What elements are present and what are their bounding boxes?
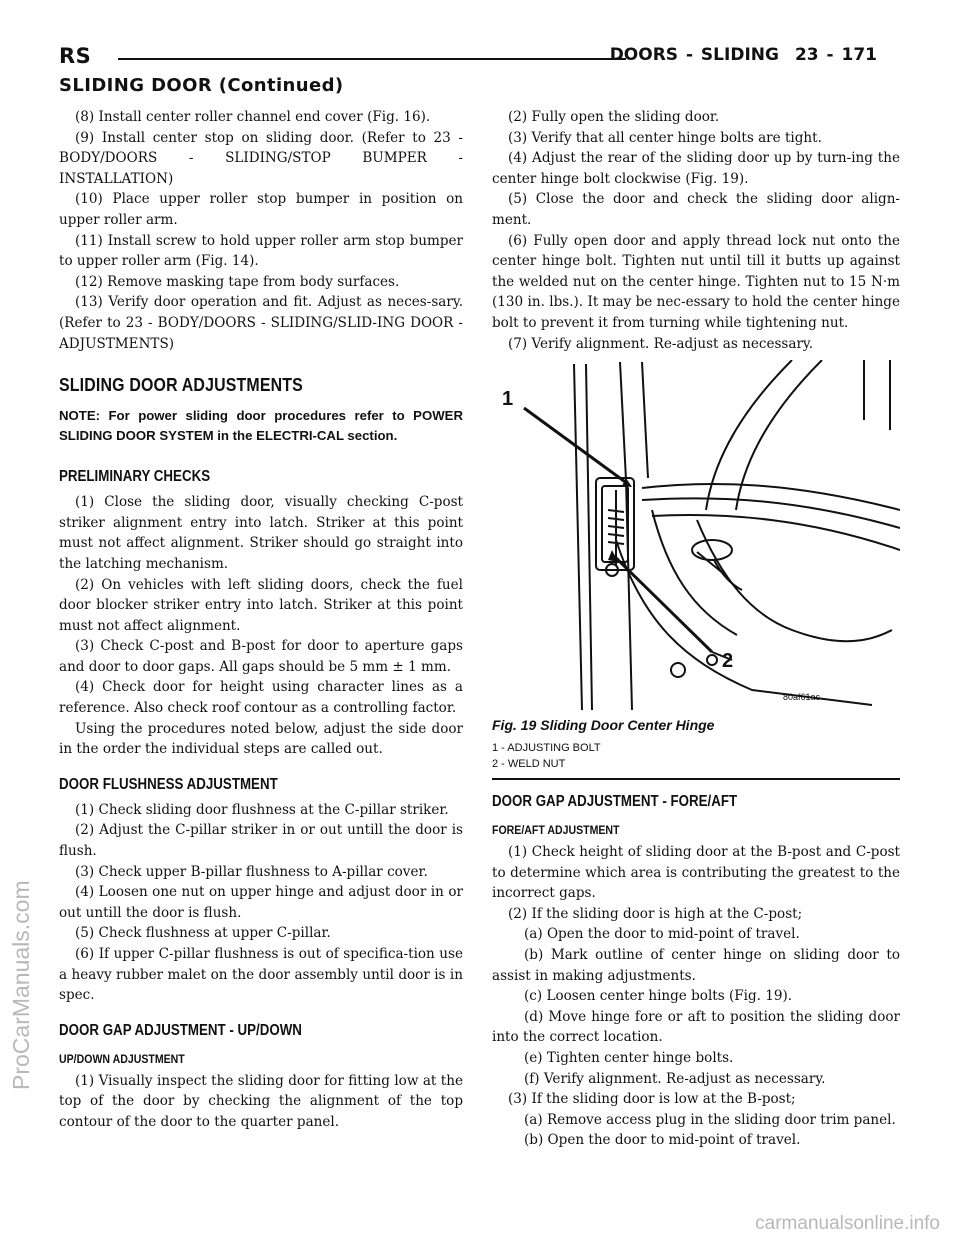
foreaft-subheading: FORE/AFT ADJUSTMENT	[492, 823, 620, 837]
step-paragraph: (2) Fully open the sliding door.	[508, 109, 720, 125]
step-paragraph: Using the procedures noted below, adjust the side door in the order the individual steps are called out.	[59, 720, 463, 758]
header-rule	[118, 58, 626, 60]
updown-subheading: UP/DOWN ADJUSTMENT	[59, 1051, 185, 1066]
step-paragraph: (2) On vehicles with left sliding doors, check the fuel door blocker striker entry into latch. Striker at this point must not affect alignment.	[59, 576, 463, 634]
left-column	[59, 107, 463, 1133]
callout-1: 1	[502, 388, 514, 410]
preliminary-heading: PRELIMINARY CHECKS	[59, 468, 211, 486]
section-code: RS	[59, 44, 92, 68]
step-paragraph: (9) Install center stop on sliding door. (Refer to 23 - BODY/DOORS - SLIDING/STOP BUMPER - INSTALLATION)	[59, 129, 463, 187]
step-paragraph: (6) Fully open door and apply thread lock nut onto the center hinge bolt. Tighten nut until till it butts up against the welded nut on the center hinge. Tighten nut to 15 N·m (130 in. lbs.). It may be nec-essary to hold the center hinge bolt to prevent it from turning while tightening nut.	[492, 232, 900, 331]
note-paragraph: NOTE: For power sliding door procedures refer to POWER SLIDING DOOR SYSTEM in the ELECTRI-CAL section.	[59, 408, 463, 444]
step-paragraph: (4) Loosen one nut on upper hinge and adjust door in or out untill the door is flush.	[59, 884, 463, 921]
step-paragraph: (2) If the sliding door is high at the C-post;	[508, 905, 803, 922]
right-column-top	[492, 107, 900, 354]
side-watermark: ProCarManuals.com	[8, 880, 34, 1090]
step-paragraph: (10) Place upper roller stop bumper in position on upper roller arm.	[59, 191, 463, 228]
substep-paragraph: (b) Mark outline of center hinge on sliding door to assist in making adjustments.	[492, 946, 900, 984]
substep-paragraph: (f) Verify alignment. Re-adjust as necessary.	[524, 1070, 826, 1087]
chapter-title: DOORS - SLIDING	[609, 45, 779, 65]
substep-paragraph: (d) Move hinge fore or aft to position the sliding door into the correct location.	[492, 1008, 900, 1046]
step-paragraph: (11) Install screw to hold upper roller arm stop bumper to upper roller arm (Fig. 14).	[59, 232, 463, 270]
substep-paragraph: (b) Open the door to mid-point of travel.	[524, 1132, 801, 1149]
step-paragraph: (6) If upper C-pillar flushness is out of specifica-tion use a heavy rubber malet on the door assembly until door is in spec.	[59, 946, 463, 1004]
step-paragraph: (1) Visually inspect the sliding door for fitting low at the top of the door by checking the alignment of the top contour of the door to the quarter panel.	[59, 1072, 463, 1130]
figure-code: 80af61ac	[783, 692, 821, 702]
step-paragraph: (1) Check height of sliding door at the B-post and C-post to determine which area is contributing the greatest to the incorrect gaps.	[492, 844, 900, 902]
step-paragraph: (4) Check door for height using character lines as a reference. Also check roof contour as a controlling factor.	[59, 679, 463, 717]
legend-item-1: 1 - ADJUSTING BOLT	[492, 742, 601, 754]
continued-title: SLIDING DOOR (Continued)	[59, 75, 344, 96]
step-paragraph: (4) Adjust the rear of the sliding door up by turn-ing the center hinge bolt clockwise (Fig. 19).	[492, 150, 900, 187]
hinge-illustration	[492, 360, 900, 710]
step-paragraph: (13) Verify door operation and fit. Adjust as neces-sary. (Refer to 23 - BODY/DOORS - SLIDING/SLID-ING DOOR - ADJUSTMENTS)	[59, 294, 463, 352]
adjustments-heading: SLIDING DOOR ADJUSTMENTS	[59, 374, 303, 396]
step-paragraph: (3) If the sliding door is low at the B-post;	[508, 1091, 796, 1108]
legend-item-2: 2 - WELD NUT	[492, 758, 566, 770]
step-paragraph: (3) Check C-post and B-post for door to aperture gaps and door to door gaps. All gaps should be 5 mm ± 1 mm.	[59, 638, 463, 675]
step-paragraph: (2) Adjust the C-pillar striker in or out untill the door is flush.	[59, 822, 463, 860]
flushness-heading: DOOR FLUSHNESS ADJUSTMENT	[59, 775, 278, 793]
foreaft-heading: DOOR GAP ADJUSTMENT - FORE/AFT	[492, 793, 738, 810]
step-paragraph: (12) Remove masking tape from body surfaces.	[75, 273, 400, 290]
step-paragraph: (1) Check sliding door flushness at the C-pillar striker.	[75, 801, 449, 818]
page-header	[610, 45, 877, 65]
callout-2: 2	[722, 650, 734, 672]
figure-caption: Fig. 19 Sliding Door Center Hinge	[492, 717, 715, 733]
right-column-bottom	[492, 793, 900, 1151]
step-paragraph: (5) Close the door and check the sliding door align-ment.	[492, 191, 900, 228]
step-paragraph: (8) Install center roller channel end cover (Fig. 16).	[75, 109, 431, 125]
figure-center-hinge	[492, 360, 900, 780]
step-paragraph: (3) Verify that all center hinge bolts are tight.	[508, 129, 822, 146]
substep-paragraph: (c) Loosen center hinge bolts (Fig. 19).	[524, 988, 793, 1005]
figure-legend	[492, 740, 601, 772]
substep-paragraph: (a) Remove access plug in the sliding door trim panel.	[524, 1111, 896, 1128]
step-paragraph: (1) Close the sliding door, visually checking C-post striker alignment entry into latch. Striker at this point must not affect alignment. Striker should go straight into the latching mechanism.	[59, 494, 463, 572]
updown-heading: DOOR GAP ADJUSTMENT - UP/DOWN	[59, 1021, 302, 1039]
bottom-watermark: carmanualsonline.info	[755, 1213, 940, 1234]
step-paragraph: (7) Verify alignment. Re-adjust as necessary.	[508, 335, 814, 352]
step-paragraph: (5) Check flushness at upper C-pillar.	[75, 925, 331, 942]
page-number: 23 - 171	[794, 45, 877, 65]
substep-paragraph: (a) Open the door to mid-point of travel.	[524, 926, 800, 943]
step-paragraph: (3) Check upper B-pillar flushness to A-pillar cover.	[75, 863, 428, 880]
figure-rule	[492, 778, 900, 780]
substep-paragraph: (e) Tighten center hinge bolts.	[524, 1049, 734, 1066]
